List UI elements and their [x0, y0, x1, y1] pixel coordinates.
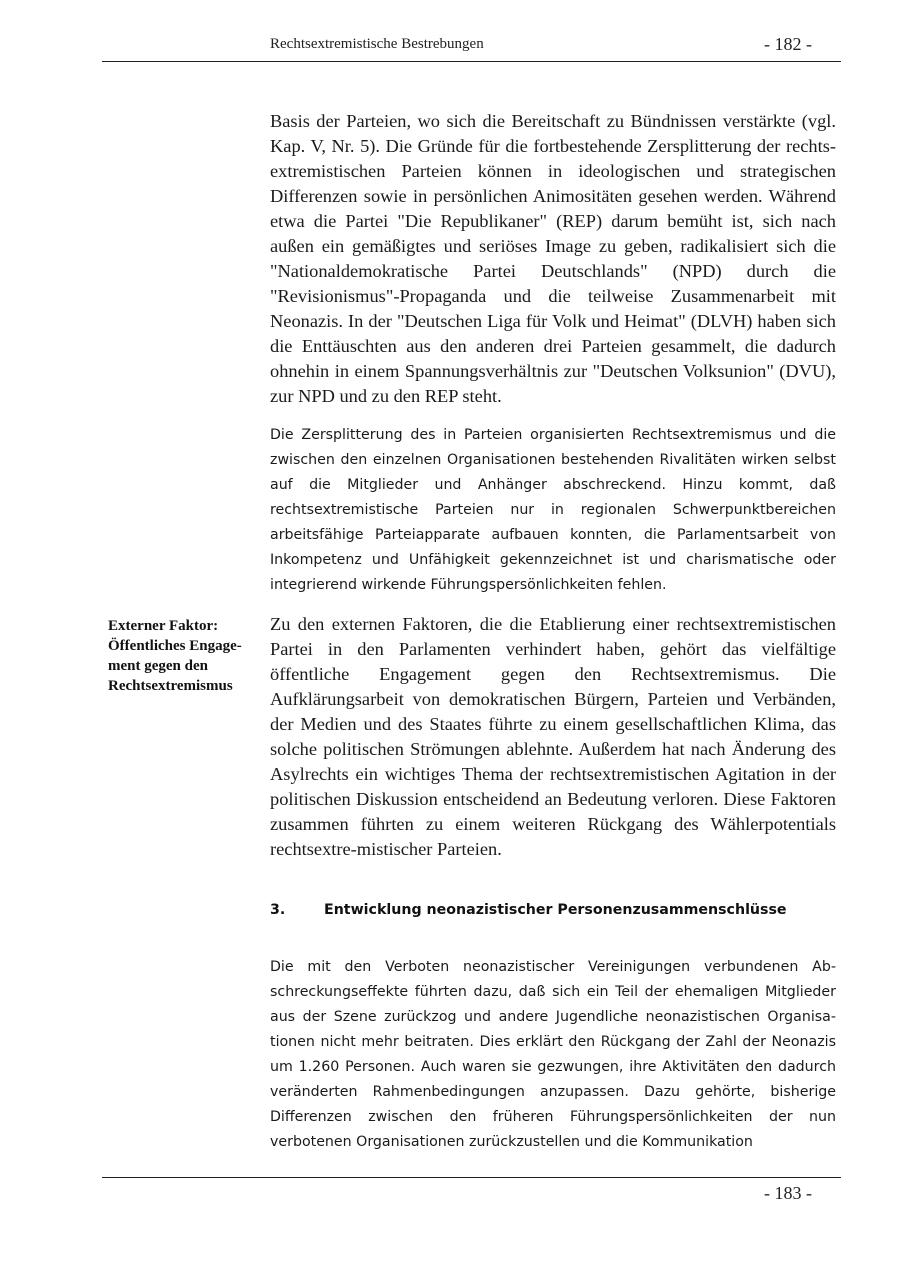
paragraph-fragmentation: Die Zersplitterung des in Parteien organisierten Rechtsextremismus und die zwischen den einzelnen Organisationen bestehenden Rivalitäten wirken selbst auf die Mitglieder und Anhänger abschreckend. Hinzu kommt, daß rechtsextremistische Parteien nur in regionalen Schwerpunktbereichen arbeitsfähige Parteiapparate aufbauen konnten, die Parlamentsarbeit von Inkompetenz und Unfähigkeit gekennzeichnet ist und charismatische oder integrierend wirkende Führungspersönlichkeiten fehlen.: [270, 427, 836, 593]
section-heading: [270, 902, 787, 918]
paragraph-external-factors: Zu den externen Faktoren, die die Etablierung einer rechtsextremistischen Partei in den Parlamenten verhindert haben, gehört das vielfältige öffentliche Engagement gegen den Rechtsextremismus. Die Aufklärungsarbeit von demokratischen Bürgern, Parteien und Verbänden, der Medien und des Staates führte zu einem gesellschaftlichen Klima, das solche politischen Strömungen ablehnte. Außerdem hat nach Änderung des Asylrechts ein wichtiges Thema der rechtsextremistischen Agitation in der politischen Diskussion entscheidend an Bedeutung verloren. Diese Faktoren zusammen führten zu einem weiteren Rückgang des Wählerpotentials rechtsextre-mistischer Parteien.: [270, 614, 836, 859]
header-page-number: - 182 -: [764, 34, 812, 54]
section-title: Entwicklung neonazistischer Personenzusammenschlüsse: [324, 902, 787, 918]
footer-rule: [102, 1177, 841, 1178]
paragraph-neonazi-development: Die mit den Verboten neonazistischer Vereinigungen verbundenen Ab-schreckungseffekte führten dazu, daß sich ein Teil der ehemaligen Mitglieder aus der Szene zurückzog und andere Jugendliche neonazistischen Organisa-tionen nicht mehr beitraten. Dies erklärt den Rückgang der Zahl der Neonazis um 1.260 Personen. Auch waren sie gezwungen, ihre Aktivitäten den dadurch veränderten Rahmenbedingungen anzupassen. Dazu gehörte, bisherige Differenzen zwischen den früheren Führungspersönlichkeiten der nun verbotenen Organisationen zurückzustellen und die Kommunikation: [270, 959, 836, 1150]
section-number: 3.: [270, 902, 286, 918]
paragraph-parties-cooperation: Basis der Parteien, wo sich die Bereitschaft zu Bündnissen verstärkte (vgl. Kap. V, Nr. 5). Die Gründe für die fortbestehende Zersplitterung der rechts-extremistischen Parteien können in ideologischen und strategischen Differenzen sowie in persönlichen Animositäten gesehen werden. Während etwa die Partei "Die Republikaner" (REP) darum bemüht ist, sich nach außen ein gemäßigtes und seriöses Image zu geben, radikalisiert sich die "Nationaldemokratische Partei Deutschlands" (NPD) durch die "Revisionismus"-Propaganda und die teilweise Zusammenarbeit mit Neonazis. In der "Deutschen Liga für Volk und Heimat" (DLVH) haben sich die Enttäuschten aus den anderen drei Parteien gesammelt, die dadurch ohnehin in einem Spannungsverhältnis zur "Deutschen Volksunion" (DVU), zur NPD und zu den REP steht.: [270, 111, 836, 406]
margin-note-external-factor: [108, 616, 248, 696]
margin-note-line: Rechtsextremismus: [108, 678, 233, 694]
margin-note-line: Externer Faktor:: [108, 618, 219, 634]
header-rule: [102, 61, 841, 62]
footer-page-number: - 183 -: [764, 1183, 812, 1203]
margin-note-line: ment gegen den: [108, 658, 208, 674]
margin-note-line: Öffentliches Engage-: [108, 638, 242, 654]
running-header-title: Rechtsextremistische Bestrebungen: [270, 36, 484, 52]
